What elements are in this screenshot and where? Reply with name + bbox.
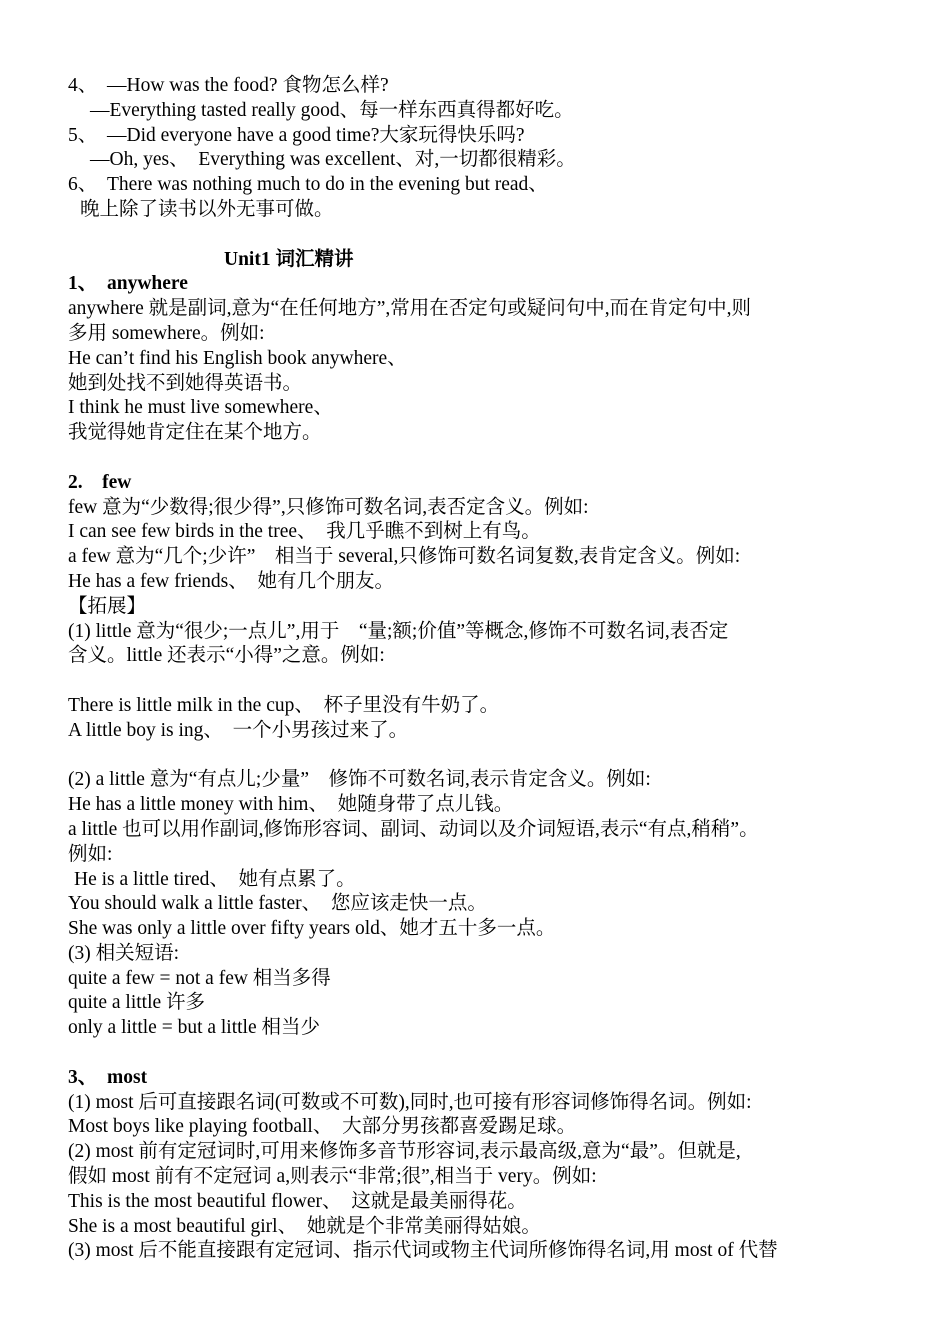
dialogue-line-4-answer: —Everything tasted really good、每一样东西真得都好吃。 xyxy=(90,99,574,121)
spacer xyxy=(68,744,883,769)
example-sentence: He can’t find his English book anywhere、 xyxy=(68,347,407,369)
definition-text: (1) most 后可直接跟名词(可数或不可数),同时,也可接有形容词修饰得名词。例如: xyxy=(68,1091,752,1113)
definition-text: 含义。little 还表示“小得”之意。例如: xyxy=(68,645,385,667)
phrase-item: quite a few = not a few 相当多得 xyxy=(68,967,331,989)
definition-text: 例如: xyxy=(68,843,113,865)
example-sentence: There is little milk in the cup、 杯子里没有牛奶了。 xyxy=(68,694,500,716)
word-heading-most: 3、 most xyxy=(68,1066,148,1088)
example-sentence: I can see few birds in the tree、 我几乎瞧不到树上有鸟。 xyxy=(68,521,541,543)
sentence-6-translation: 晚上除了读书以外无事可做。 xyxy=(80,198,334,220)
phrase-item: quite a little 许多 xyxy=(68,992,206,1014)
definition-text: a little 也可以用作副词,修饰形容词、副词、动词以及介词短语,表示“有点,稍稍”。 xyxy=(68,818,759,840)
example-sentence: She was only a little over fifty years old、她才五十多一点。 xyxy=(68,918,556,940)
extension-label: 【拓展】 xyxy=(68,595,147,617)
example-sentence: Most boys like playing football、 大部分男孩都喜爱踢足球。 xyxy=(68,1116,577,1138)
spacer xyxy=(68,669,883,694)
definition-text: 多用 somewhere。例如: xyxy=(68,322,265,344)
phrases-label: (3) 相关短语: xyxy=(68,942,180,964)
example-translation: 她到处找不到她得英语书。 xyxy=(68,372,303,394)
document-page xyxy=(68,74,883,1264)
definition-text: (2) a little 意为“有点儿;少量” 修饰不可数名词,表示肯定含义。例如: xyxy=(68,769,651,791)
example-sentence: You should walk a little faster、 您应该走快一点。 xyxy=(68,893,487,915)
example-sentence: He has a little money with him、 她随身带了点儿钱。 xyxy=(68,794,514,816)
example-sentence: He has a few friends、 她有几个朋友。 xyxy=(68,570,395,592)
example-sentence: I think he must live somewhere、 xyxy=(68,397,333,419)
section-title: Unit1 词汇精讲 xyxy=(224,248,354,270)
sentence-6: 6、 There was nothing much to do in the evening but read、 xyxy=(68,174,548,196)
dialogue-line-5-answer: —Oh, yes、 Everything was excellent、对,一切都很精彩。 xyxy=(90,149,576,171)
spacer xyxy=(68,446,883,471)
example-translation: 我觉得她肯定住在某个地方。 xyxy=(68,422,322,444)
definition-text: (3) most 后不能直接跟有定冠词、指示代词或物主代词所修饰得名词,用 most of 代替 xyxy=(68,1240,778,1262)
spacer xyxy=(68,1041,883,1066)
example-sentence: A little boy is ing、 一个小男孩过来了。 xyxy=(68,719,409,741)
word-heading-anywhere: 1、 anywhere xyxy=(68,273,188,295)
definition-text: (1) little 意为“很少;一点儿”,用于 “量;额;价值”等概念,修饰不可数名词,表否定 xyxy=(68,620,729,642)
definition-text: few 意为“少数得;很少得”,只修饰可数名词,表否定含义。例如: xyxy=(68,496,589,518)
dialogue-line-5: 5、 —Did everyone have a good time?大家玩得快乐吗? xyxy=(68,124,525,146)
definition-text: anywhere 就是副词,意为“在任何地方”,常用在否定句或疑问句中,而在肯定句中,则 xyxy=(68,298,751,320)
word-heading-few: 2. few xyxy=(68,471,132,493)
spacer xyxy=(68,223,883,248)
example-sentence: This is the most beautiful flower、 这就是最美丽得花。 xyxy=(68,1190,527,1212)
example-sentence: She is a most beautiful girl、 她就是个非常美丽得姑娘。 xyxy=(68,1215,541,1237)
definition-text: (2) most 前有定冠词时,可用来修饰多音节形容词,表示最高级,意为“最”。但就是, xyxy=(68,1141,741,1163)
definition-text: 假如 most 前有不定冠词 a,则表示“非常;很”,相当于 very。例如: xyxy=(68,1166,597,1188)
example-sentence: He is a little tired、 她有点累了。 xyxy=(74,868,356,890)
dialogue-line-4: 4、 —How was the food? 食物怎么样? xyxy=(68,75,389,96)
phrase-item: only a little = but a little 相当少 xyxy=(68,1017,321,1039)
definition-text: a few 意为“几个;少许” 相当于 several,只修饰可数名词复数,表肯定含义。例如: xyxy=(68,546,741,568)
